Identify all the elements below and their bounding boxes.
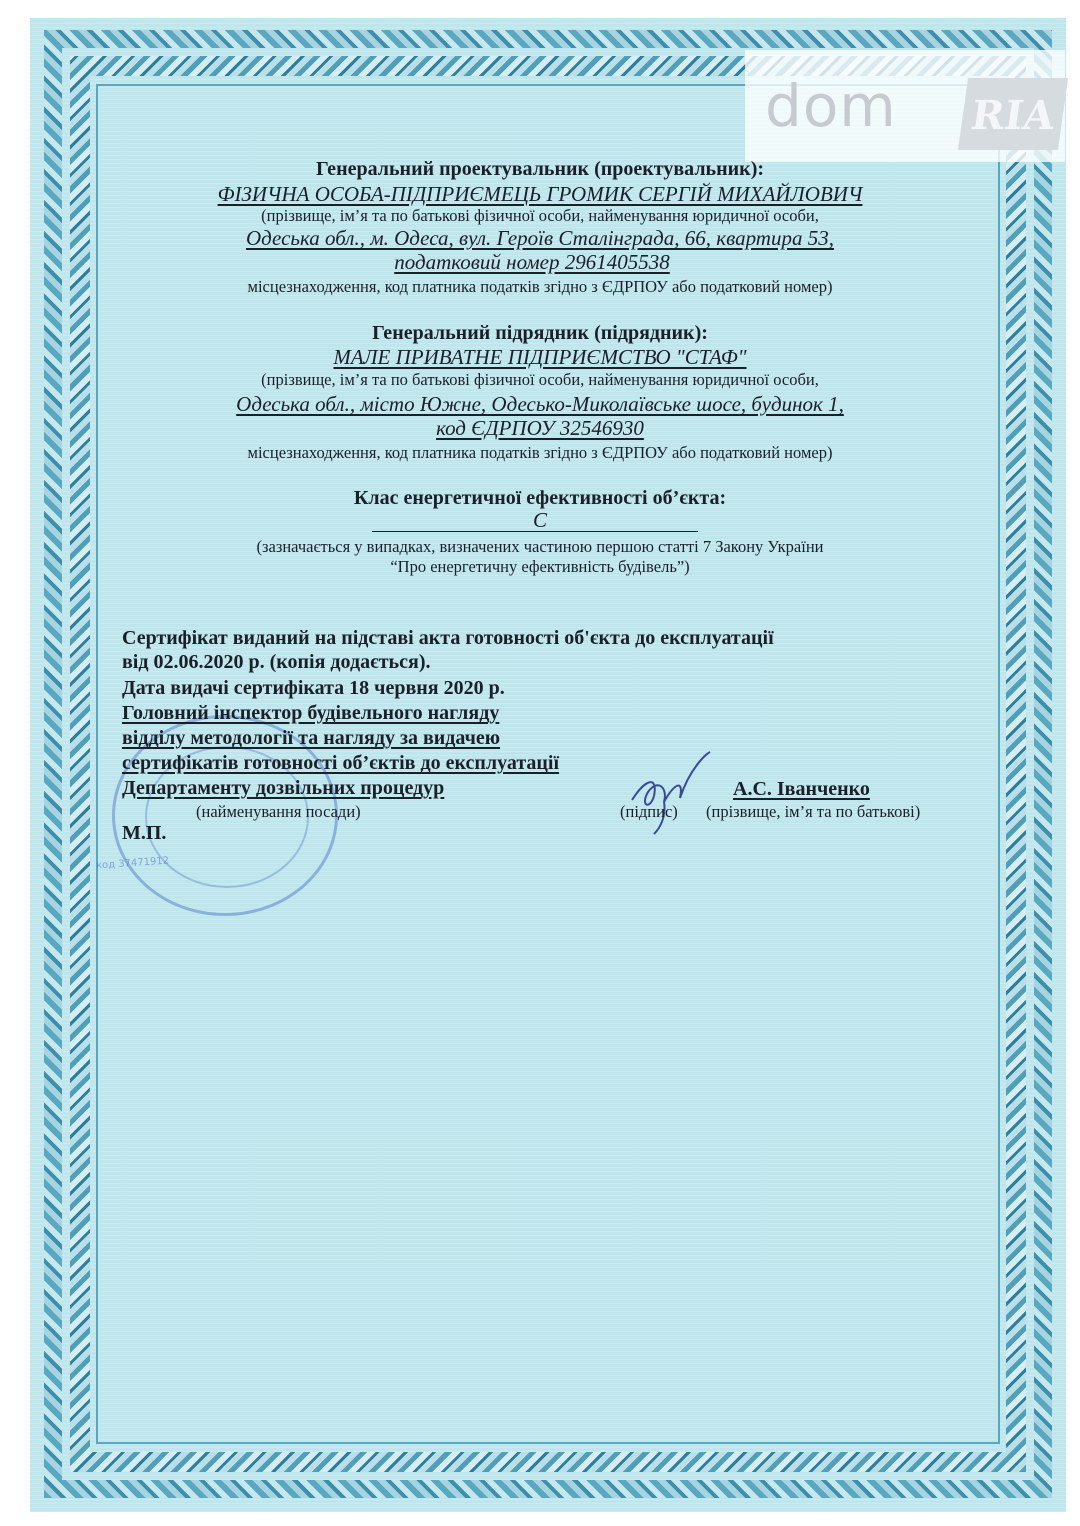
position-line-4: Департаменту дозвільних процедур <box>122 777 445 799</box>
energy-class-value: С <box>532 508 547 532</box>
designer-name-hint: (прізвище, ім’я та по батькові фізичної особи, найменування юридичної особи, <box>261 206 819 225</box>
contractor-heading: Генеральний підрядник (підрядник): <box>372 322 708 344</box>
designer-tax-number: податковий номер 2961405538 <box>394 250 670 274</box>
position-line-2: відділу методології та нагляду за видачею <box>122 727 501 749</box>
designer-name: ФІЗИЧНА ОСОБА-ПІДПРИЄМЕЦЬ ГРОМИК СЕРГІЙ МИХАЙЛОВИЧ <box>217 182 863 206</box>
position-line-1: Головний інспектор будівельного нагляду <box>122 702 500 724</box>
energy-class-note-2: “Про енергетичну ефективність будівель”) <box>390 557 690 576</box>
energy-class-heading: Клас енергетичної ефективності об’єкта: <box>353 487 727 509</box>
watermark-dom-text: dom <box>765 72 897 140</box>
designer-address-hint: місцезнаходження, код платника податків згідно з ЄДРПОУ або податковий номер) <box>247 277 833 296</box>
watermark-ria-logo: RIA <box>958 78 1068 150</box>
contractor-name-hint: (прізвище, ім’я та по батькові фізичної особи, найменування юридичної особи, <box>261 370 819 389</box>
position-hint: (найменування посади) <box>196 802 361 821</box>
issuance-date: Дата видачі сертифіката 18 червня 2020 р. <box>122 677 505 699</box>
dom-ria-watermark <box>745 50 1065 162</box>
signature-hint: (підпис) <box>620 802 678 821</box>
designer-address: Одеська обл., м. Одеса, вул. Героїв Сталінграда, 66, квартира 53, <box>246 226 834 250</box>
position-line-3: сертифікатів готовності об’єктів до експлуатації <box>122 752 560 774</box>
contractor-edrpou-code: код ЄДРПОУ 32546930 <box>436 416 644 440</box>
signer-name-hint: (прізвище, ім’я та по батькові) <box>706 802 921 821</box>
signer-name: А.С. Іванченко <box>733 778 870 800</box>
seal-label: М.П. <box>122 822 167 844</box>
stamp-code-text: код 37471912 <box>95 855 170 872</box>
issuance-basis-line-1: Сертифікат виданий на підставі акта готовності об'єкта до експлуатації <box>122 627 774 649</box>
contractor-address: Одеська обл., місто Южне, Одесько-Миколаївське шосе, будинок 1, <box>236 392 844 416</box>
contractor-name: МАЛЕ ПРИВАТНЕ ПІДПРИЄМСТВО "СТАФ" <box>333 345 747 369</box>
issuance-basis-line-2: від 02.06.2020 р. (копія додається). <box>122 651 431 673</box>
energy-class-note-1: (зазначається у випадках, визначених частиною першою статті 7 Закону України <box>256 537 824 556</box>
energy-class-underline <box>372 531 698 532</box>
contractor-address-hint: місцезнаходження, код платника податків згідно з ЄДРПОУ або податковий номер) <box>247 443 833 462</box>
signature-scribble <box>628 748 728 838</box>
designer-heading: Генеральний проектувальник (проектувальник): <box>315 158 765 180</box>
